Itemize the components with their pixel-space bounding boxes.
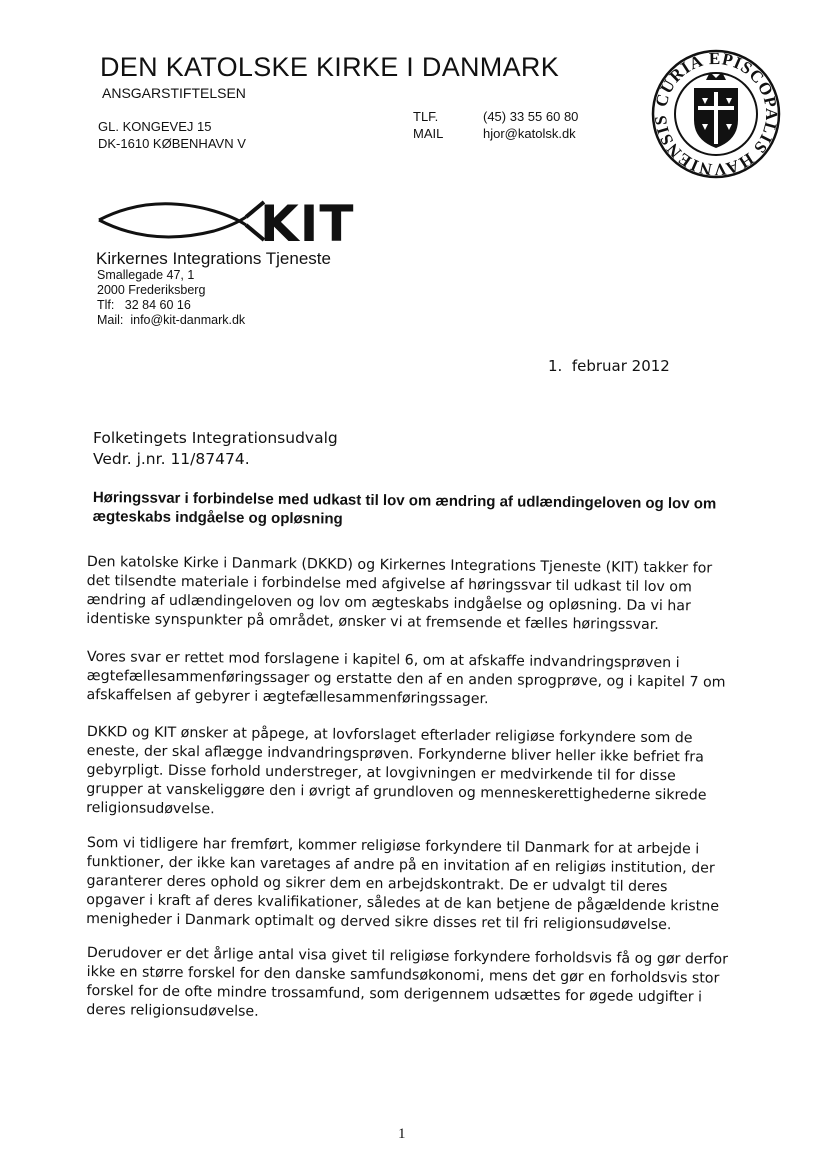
reference-number: Vedr. j.nr. 11/87474. (93, 450, 250, 468)
organization-address (98, 118, 246, 152)
organization-subtitle: ANSGARSTIFTELSEN (102, 85, 246, 101)
kit-fish-logo (96, 195, 358, 247)
page-number: 1 (398, 1126, 406, 1142)
phone-label: TLF. (413, 109, 439, 124)
episcopal-seal-icon (650, 48, 782, 180)
body-paragraph: Vores svar er rettet mod forslagene i kapitel 6, om at afskaffe indvandringsprøven i ægtefællesammenføringssager og erstatte den af en anden sprogprøve, og i kapitel 7 om afskaffelsen af gebyrer i ægtefællesammenføringssager. (86, 648, 726, 708)
kit-address-line: 2000 Frederiksberg (97, 283, 206, 297)
body-paragraph: Den katolske Kirke i Danmark (DKKD) og Kirkernes Integrations Tjeneste (KIT) takker for det tilsendte materiale i forbindelse med afgivelse af høringssvar til udkast til lov om ændring af udlændingeloven og lov om ægteskabs indgåelse og opløsning. Da vi har identiske synspunkter på området, ønsker vi at fremsende et fælles høringssvar. (86, 553, 713, 633)
svg-text:CURIA EPISCOPALIS HAVNIENSIS: CURIA EPISCOPALIS HAVNIENSIS (650, 48, 782, 180)
kit-organization-name: Kirkernes Integrations Tjeneste (96, 249, 331, 268)
kit-address-line: Smallegade 47, 1 (97, 268, 195, 282)
body-paragraph: Derudover er det årlige antal visa givet til religiøse forkyndere forholdsvis få og gør derfor ikke en større forskel for den danske samfundsøkonomi, mens det gør en forholdsvis stor forskel for de ofte mindre trossamfund, som derigennem udsættes for øgede udgifter i deres religionsudøvelse. (86, 944, 729, 1020)
mail-value: hjor@katolsk.dk (483, 126, 576, 141)
mail-label: MAIL (413, 126, 444, 141)
address-line: DK-1610 KØBENHAVN V (98, 136, 246, 151)
kit-phone: Tlf: 32 84 60 16 (97, 298, 191, 312)
contact-labels (413, 108, 443, 142)
organization-name: DEN KATOLSKE KIRKE I DANMARK (100, 52, 560, 82)
phone-value: (45) 33 55 60 80 (483, 109, 579, 124)
kit-mail: Mail: info@kit-danmark.dk (97, 313, 246, 327)
kit-logo-text: KIT (260, 195, 355, 247)
body-paragraph: DKKD og KIT ønsker at påpege, at lovforslaget efterlader religiøse forkyndere som de eneste, der skal aflægge indvandringsprøven. Forkynderne bliver heller ikke befriet fra gebyrpligt. Disse forhold understreger, at lovgivningen er medvirkende til for disse grupper at vanskeliggøre den i øvrigt af grundloven og menneskerettighederne sikrede religionsudøvelse. (86, 723, 707, 818)
body-paragraph: Som vi tidligere har fremført, kommer religiøse forkyndere til Danmark for at arbejde i funktioner, der ikke kan varetages af andre på en invitation af en religiøs institution, der garanterer deres ophold og sikrer dem en arbejdskontrakt. De er udvalgt til deres opgaver i kraft af deres kvalifikationer, således at de kan betjene de pågældende kristne menigheder i Danmark optimalt og derved sikre disses ret til fri religionsudøvelse. (86, 834, 720, 934)
recipient-block (93, 428, 338, 470)
letter-subject: Høringssvar i forbindelse med udkast til lov om ændring af udlændingeloven og lov om ægteskabs indgåelse og opløsning (92, 488, 717, 528)
recipient-name: Folketingets Integrationsudvalg (93, 429, 338, 447)
contact-values (483, 108, 578, 142)
address-line: GL. KONGEVEJ 15 (98, 119, 212, 134)
letter-date: 1. februar 2012 (548, 357, 670, 375)
kit-address (97, 268, 245, 328)
